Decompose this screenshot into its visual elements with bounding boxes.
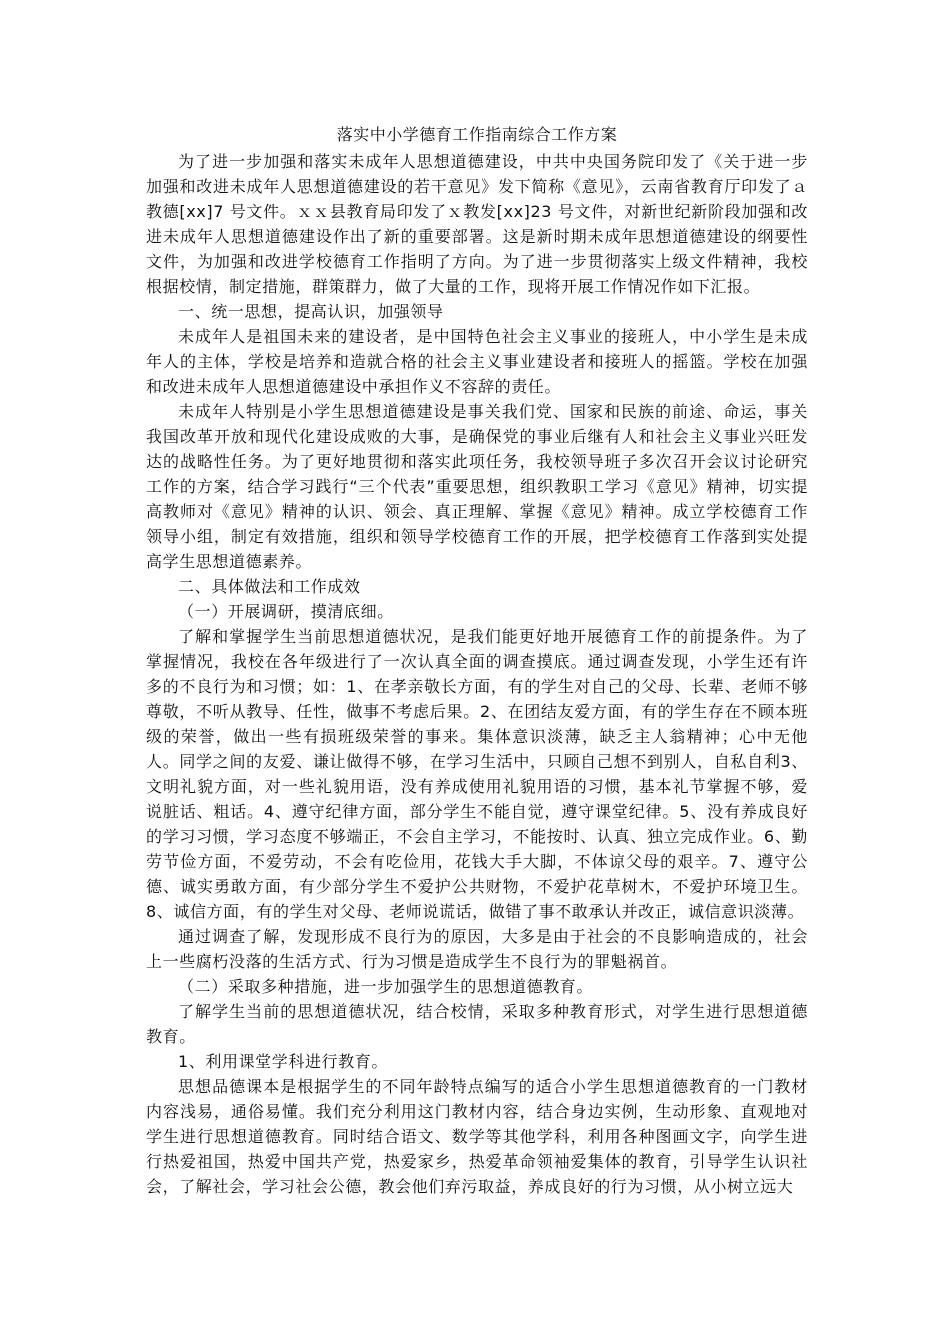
item-heading-1: 1、利用课堂学科进行教育。 [178,1052,388,1071]
paragraph-causes: 通过调查了解，发现形成不良行为的原因，大多是由于社会的不良影响造成的，社会上一些腐朽没落的生活方式、行为习惯是造成学生不良行为的罪魁祸首。 [146,927,808,971]
section-heading-2: 二、具体做法和工作成效 [178,577,361,596]
section-heading-1: 一、统一思想，提高认识，加强领导 [178,302,444,321]
paragraph-leadership: 未成年人特别是小学生思想道德建设是事关我们党、国家和民族的前途、命运，事关我国改革开放和现代化建设成败的大事，是确保党的事业后继有人和社会主义事业兴旺发达的战略性任务。为了更好地贯彻和落实此项任务，我校领导班子多次召开会议讨论研究工作的方案，结合学习践行“三个代表”重要思想，组织教职工学习《意见》精神，切实提高教师对《意见》精神的认识、领会、真正理解、掌握《意见》精神。成立学校德育工作领导小组，制定有效措施，组织和领导学校德育工作的开展，把学校德育工作落到实处提高学生思想道德素养。 [146,402,808,571]
paragraph-minors-role: 未成年人是祖国未来的建设者，是中国特色社会主义事业的接班人，中小学生是未成年人的主体，学校是培养和造就合格的社会主义事业建设者和接班人的摇篮。学校在加强和改进未成年人思想道德建设中承担作义不容辞的责任。 [146,327,808,396]
subsection-heading-1: （一）开展调研，摸清底细。 [178,602,394,621]
paragraph-survey: 了解和掌握学生当前思想道德状况，是我们能更好地开展德育工作的前提条件。为了掌握情况，我校在各年级进行了一次认真全面的调查摸底。通过调查发现，小学生还有许多的不良行为和习惯；如：1、在孝亲敬长方面，有的学生对自己的父母、长辈、老师不够尊敬，不听从教导、任性，做事不考虑后果。2、在团结友爱方面，有的学生存在不顾本班级的荣誉，做出一些有损班级荣誉的事来。集体意识淡薄，缺乏主人翁精神；心中无他人。同学之间的友爱、谦让做得不够，在学习生活中，只顾自己想不到别人，自私自利3、文明礼貌方面，对一些礼貌用语，没有养成使用礼貌用语的习惯，基本礼节掌握不够，爱说脏话、粗话。4、遵守纪律方面，部分学生不能自觉，遵守课堂纪律。5、没有养成良好的学习习惯，学习态度不够端正，不会自主学习，不能按时、认真、独立完成作业。6、勤劳节俭方面，不爱劳动，不会有吃俭用，花钱大手大脚，不体谅父母的艰辛。7、遵守公德、诚实勇敢方面，有少部分学生不爱护公共财物，不爱护花草树木，不爱护环境卫生。8、诚信方面，有的学生对父母、老师说谎话，做错了事不敢承认并改正，诚信意识淡薄。 [146,627,808,921]
intro-paragraph: 为了进一步加强和落实未成年人思想道德建设，中共中央国务院印发了《关于进一步加强和改进未成年人思想道德建设的若干意见》发下简称《意见》，云南省教育厅印发了ａ教德[xx]7 号文件。ｘｘ县教育局印发了ｘ教发[xx]23 号文件，对新世纪新阶段加强和改进未成年人思想道德建设作出了新的重要部署。这是新时期未成年思想道德建设的纲要性文件，为加强和改进学校德育工作指明了方向。为了进一步贯彻落实上级文件精神，我校根据校情，制定措施，群策群力，做了大量的工作，现将开展工作情况作如下汇报。 [146,152,808,296]
subsection-heading-2: （二）采取多种措施，进一步加强学生的思想道德教育。 [178,977,594,996]
paragraph-classroom: 思想品德课本是根据学生的不同年龄特点编写的适合小学生思想道德教育的一门教材内容浅易，通俗易懂。我们充分利用这门教材内容，结合身边实例，生动形象、直观地对学生进行思想道德教育。同时结合语文、数学等其他学科，利用各种图画文字，向学生进行热爱祖国，热爱中国共产党，热爱家乡，热爱革命领袖爱集体的教育，引导学生认识社会，了解社会，学习社会公德，教会他们弃污取益，养成良好的行为习惯，从小树立远大 [146,1077,808,1196]
document-page [146,122,808,1199]
paragraph-measures: 了解学生当前的思想道德状况，结合校情，采取多种教育形式，对学生进行思想道德教育。 [146,1002,808,1046]
document-title: 落实中小学德育工作指南综合工作方案 [336,125,618,144]
